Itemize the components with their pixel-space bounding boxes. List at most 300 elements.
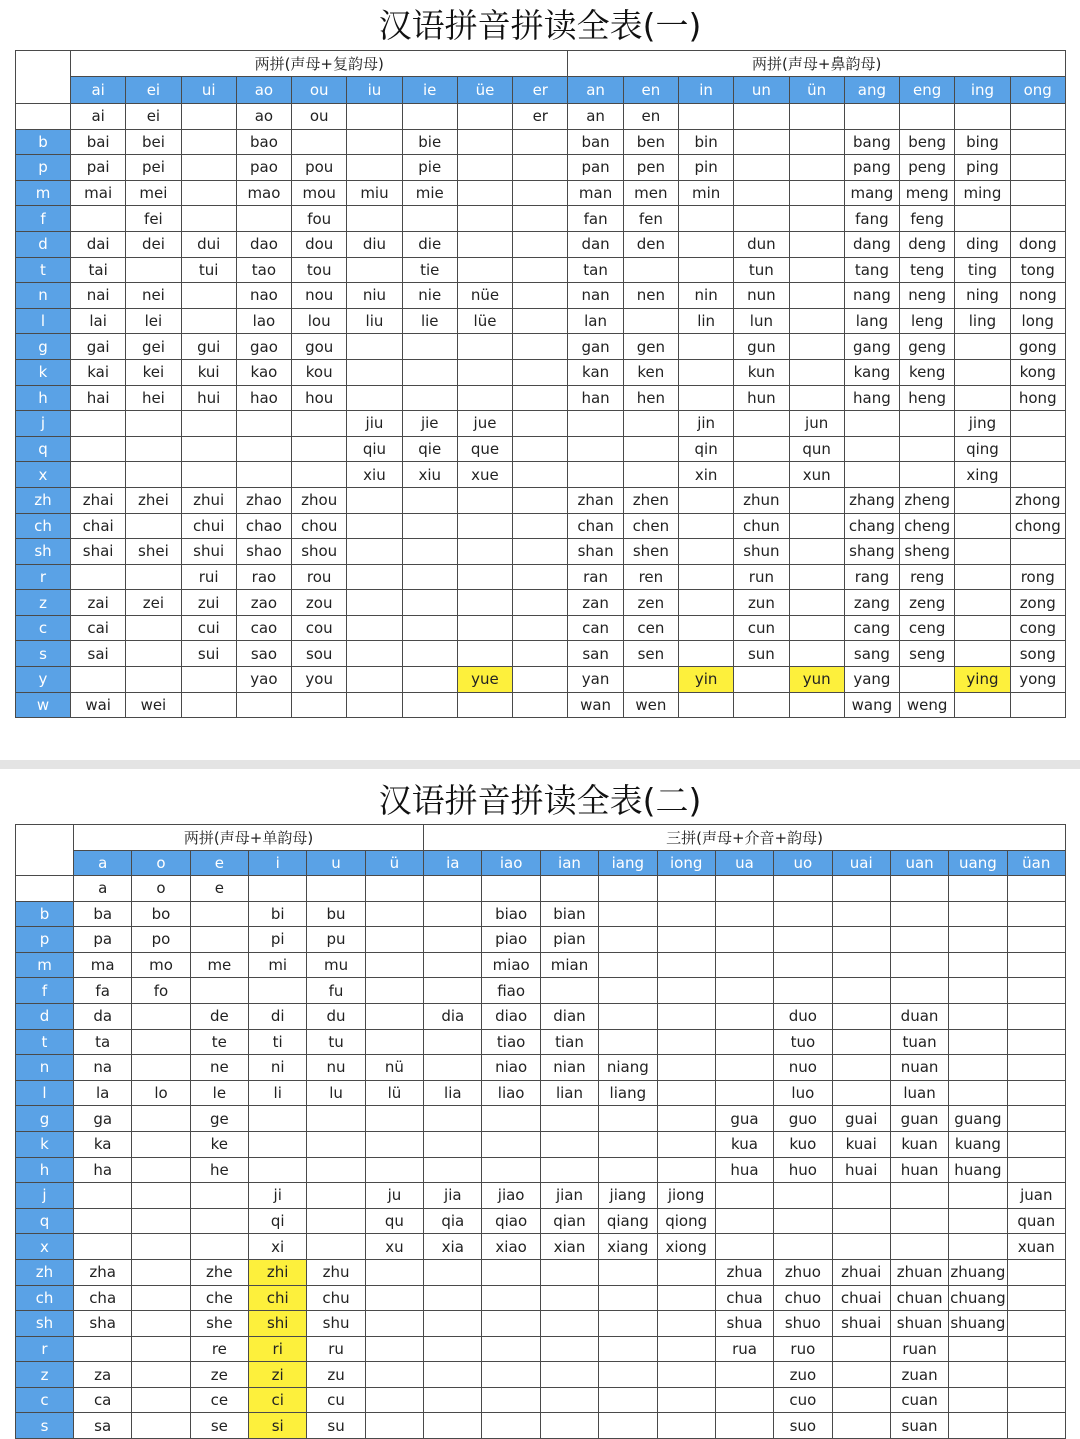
syllable-cell bbox=[347, 667, 402, 693]
syllable-cell bbox=[734, 206, 789, 232]
syllable-cell: sang bbox=[844, 641, 899, 667]
syllable-cell: seng bbox=[900, 641, 955, 667]
syllable-cell bbox=[126, 564, 181, 590]
initial-cell: zh bbox=[16, 1259, 74, 1285]
syllable-cell bbox=[365, 1157, 423, 1183]
syllable-cell bbox=[1007, 1362, 1065, 1388]
syllable-cell bbox=[715, 1029, 773, 1055]
syllable-cell bbox=[513, 334, 568, 360]
syllable-cell bbox=[424, 1311, 482, 1337]
syllable-cell: ting bbox=[955, 257, 1010, 283]
syllable-cell: kai bbox=[71, 359, 126, 385]
syllable-cell: biao bbox=[482, 901, 540, 927]
syllable-cell: leng bbox=[900, 308, 955, 334]
syllable-cell bbox=[132, 1003, 190, 1029]
syllable-cell bbox=[190, 1183, 248, 1209]
final-header: i bbox=[249, 851, 307, 876]
syllable-cell bbox=[678, 231, 733, 257]
syllable-cell: cang bbox=[844, 615, 899, 641]
syllable-cell bbox=[789, 641, 844, 667]
syllable-cell: zhui bbox=[181, 487, 236, 513]
syllable-cell bbox=[949, 1080, 1007, 1106]
syllable-cell bbox=[832, 1208, 890, 1234]
syllable-cell bbox=[949, 876, 1007, 902]
syllable-cell: neng bbox=[900, 283, 955, 309]
syllable-cell: huang bbox=[949, 1157, 1007, 1183]
syllable-cell bbox=[949, 1183, 1007, 1209]
final-header: iong bbox=[657, 851, 715, 876]
table-row bbox=[16, 462, 1066, 488]
syllable-cell: pang bbox=[844, 155, 899, 181]
initial-cell: y bbox=[16, 667, 71, 693]
syllable-cell bbox=[890, 1183, 948, 1209]
syllable-cell: qiong bbox=[657, 1208, 715, 1234]
syllable-cell bbox=[789, 590, 844, 616]
syllable-cell bbox=[513, 180, 568, 206]
syllable-cell bbox=[890, 1208, 948, 1234]
syllable-cell bbox=[513, 462, 568, 488]
syllable-cell bbox=[657, 927, 715, 953]
syllable-cell: cong bbox=[1010, 615, 1065, 641]
syllable-cell bbox=[74, 1234, 132, 1260]
table-row bbox=[16, 206, 1066, 232]
syllable-cell bbox=[181, 129, 236, 155]
syllable-cell bbox=[132, 1311, 190, 1337]
syllable-cell bbox=[424, 1387, 482, 1413]
syllable-cell bbox=[365, 952, 423, 978]
table-row bbox=[16, 641, 1066, 667]
syllable-cell bbox=[774, 927, 832, 953]
syllable-cell bbox=[540, 1362, 598, 1388]
syllable-cell: zhao bbox=[236, 487, 291, 513]
syllable-cell: guang bbox=[949, 1106, 1007, 1132]
syllable-cell: jin bbox=[678, 411, 733, 437]
syllable-cell: tou bbox=[292, 257, 347, 283]
syllable-cell: shai bbox=[71, 539, 126, 565]
syllable-cell: kao bbox=[236, 359, 291, 385]
final-header: ou bbox=[292, 77, 347, 104]
syllable-cell bbox=[190, 978, 248, 1004]
syllable-cell: lian bbox=[540, 1080, 598, 1106]
syllable-cell bbox=[623, 411, 678, 437]
syllable-cell: ken bbox=[623, 359, 678, 385]
table-row bbox=[16, 564, 1066, 590]
syllable-cell bbox=[949, 927, 1007, 953]
corner-cell bbox=[16, 825, 74, 876]
syllable-cell bbox=[126, 257, 181, 283]
syllable-cell bbox=[623, 257, 678, 283]
syllable-cell bbox=[482, 1285, 540, 1311]
syllable-cell bbox=[949, 1362, 1007, 1388]
table-row bbox=[16, 1003, 1066, 1029]
syllable-cell: cai bbox=[71, 615, 126, 641]
syllable-cell bbox=[832, 1003, 890, 1029]
syllable-cell: ruo bbox=[774, 1336, 832, 1362]
syllable-cell bbox=[513, 564, 568, 590]
syllable-cell bbox=[457, 564, 512, 590]
syllable-cell bbox=[132, 1285, 190, 1311]
syllable-cell bbox=[236, 462, 291, 488]
syllable-cell: liu bbox=[347, 308, 402, 334]
syllable-cell: sa bbox=[74, 1413, 132, 1439]
syllable-cell: cuan bbox=[890, 1387, 948, 1413]
syllable-cell: shua bbox=[715, 1311, 773, 1337]
initial-cell: t bbox=[16, 257, 71, 283]
syllable-cell bbox=[789, 692, 844, 718]
initial-cell: c bbox=[16, 615, 71, 641]
syllable-cell bbox=[623, 308, 678, 334]
syllable-cell bbox=[734, 129, 789, 155]
syllable-cell bbox=[513, 155, 568, 181]
final-header: uo bbox=[774, 851, 832, 876]
syllable-cell bbox=[599, 1157, 657, 1183]
syllable-cell: xia bbox=[424, 1234, 482, 1260]
table-row bbox=[16, 590, 1066, 616]
syllable-cell bbox=[949, 952, 1007, 978]
syllable-cell bbox=[132, 1336, 190, 1362]
syllable-cell bbox=[623, 462, 678, 488]
syllable-cell: nei bbox=[126, 283, 181, 309]
syllable-cell: ren bbox=[623, 564, 678, 590]
syllable-cell bbox=[1007, 1003, 1065, 1029]
syllable-cell bbox=[657, 901, 715, 927]
syllable-cell: hai bbox=[71, 385, 126, 411]
syllable-cell: tian bbox=[540, 1029, 598, 1055]
syllable-cell: zai bbox=[71, 590, 126, 616]
syllable-cell bbox=[513, 308, 568, 334]
syllable-cell: fan bbox=[568, 206, 623, 232]
syllable-cell bbox=[832, 901, 890, 927]
syllable-cell: shu bbox=[307, 1311, 365, 1337]
syllable-cell: zha bbox=[74, 1259, 132, 1285]
syllable-cell bbox=[844, 462, 899, 488]
syllable-cell bbox=[424, 1055, 482, 1081]
syllable-cell bbox=[599, 927, 657, 953]
initial-cell: z bbox=[16, 1362, 74, 1388]
syllable-cell bbox=[657, 876, 715, 902]
initial-cell: f bbox=[16, 978, 74, 1004]
syllable-cell bbox=[715, 1183, 773, 1209]
syllable-cell bbox=[678, 564, 733, 590]
syllable-cell: guai bbox=[832, 1106, 890, 1132]
syllable-cell: zhang bbox=[844, 487, 899, 513]
table-row bbox=[16, 1413, 1066, 1439]
syllable-cell bbox=[599, 1336, 657, 1362]
final-header: üe bbox=[457, 77, 512, 104]
syllable-cell bbox=[71, 462, 126, 488]
syllable-cell: dao bbox=[236, 231, 291, 257]
syllable-cell bbox=[774, 1208, 832, 1234]
syllable-cell bbox=[657, 1131, 715, 1157]
syllable-cell: shei bbox=[126, 539, 181, 565]
syllable-cell: cha bbox=[74, 1285, 132, 1311]
syllable-cell bbox=[955, 539, 1010, 565]
syllable-cell bbox=[1007, 1106, 1065, 1132]
syllable-cell: dui bbox=[181, 231, 236, 257]
table-row bbox=[16, 1336, 1066, 1362]
syllable-cell bbox=[307, 876, 365, 902]
syllable-cell bbox=[482, 1157, 540, 1183]
syllable-cell: lao bbox=[236, 308, 291, 334]
syllable-cell bbox=[347, 385, 402, 411]
final-header: uang bbox=[949, 851, 1007, 876]
syllable-cell: gang bbox=[844, 334, 899, 360]
syllable-cell: shuang bbox=[949, 1311, 1007, 1337]
syllable-cell bbox=[890, 901, 948, 927]
syllable-cell bbox=[955, 359, 1010, 385]
syllable-cell: ha bbox=[74, 1157, 132, 1183]
syllable-cell bbox=[365, 1285, 423, 1311]
syllable-cell bbox=[181, 206, 236, 232]
syllable-cell bbox=[1010, 129, 1065, 155]
syllable-cell bbox=[678, 334, 733, 360]
syllable-cell: kou bbox=[292, 359, 347, 385]
syllable-cell: re bbox=[190, 1336, 248, 1362]
syllable-cell bbox=[1007, 1055, 1065, 1081]
syllable-cell: lei bbox=[126, 308, 181, 334]
syllable-cell bbox=[402, 667, 457, 693]
syllable-cell: song bbox=[1010, 641, 1065, 667]
syllable-cell: chui bbox=[181, 513, 236, 539]
syllable-cell: min bbox=[678, 180, 733, 206]
syllable-cell bbox=[457, 257, 512, 283]
syllable-cell: kei bbox=[126, 359, 181, 385]
syllable-cell: jue bbox=[457, 411, 512, 437]
syllable-cell bbox=[74, 1336, 132, 1362]
syllable-cell bbox=[307, 1234, 365, 1260]
syllable-cell: nie bbox=[402, 283, 457, 309]
syllable-cell: tai bbox=[71, 257, 126, 283]
final-header: a bbox=[74, 851, 132, 876]
syllable-cell bbox=[599, 1259, 657, 1285]
syllable-cell: yue bbox=[457, 667, 512, 693]
syllable-cell: zun bbox=[734, 590, 789, 616]
syllable-cell: xiu bbox=[402, 462, 457, 488]
syllable-cell: tu bbox=[307, 1029, 365, 1055]
syllable-cell: niu bbox=[347, 283, 402, 309]
syllable-cell bbox=[1010, 692, 1065, 718]
syllable-cell bbox=[424, 927, 482, 953]
syllable-cell: ping bbox=[955, 155, 1010, 181]
syllable-cell bbox=[657, 1336, 715, 1362]
syllable-cell bbox=[774, 1234, 832, 1260]
syllable-cell bbox=[365, 1106, 423, 1132]
syllable-cell: mou bbox=[292, 180, 347, 206]
syllable-cell bbox=[832, 1234, 890, 1260]
table-row bbox=[16, 155, 1066, 181]
initial-cell: j bbox=[16, 1183, 74, 1209]
final-header: o bbox=[132, 851, 190, 876]
syllable-cell bbox=[657, 1311, 715, 1337]
syllable-cell bbox=[832, 927, 890, 953]
syllable-cell: he bbox=[190, 1157, 248, 1183]
syllable-cell: zang bbox=[844, 590, 899, 616]
syllable-cell: gan bbox=[568, 334, 623, 360]
initial-cell: zh bbox=[16, 487, 71, 513]
syllable-cell: qian bbox=[540, 1208, 598, 1234]
syllable-cell: feng bbox=[900, 206, 955, 232]
table-row bbox=[16, 1106, 1066, 1132]
initial-cell: j bbox=[16, 411, 71, 437]
table-row bbox=[16, 308, 1066, 334]
syllable-cell: zhi bbox=[249, 1259, 307, 1285]
syllable-cell: sao bbox=[236, 641, 291, 667]
syllable-cell bbox=[292, 411, 347, 437]
syllable-cell bbox=[955, 590, 1010, 616]
syllable-cell bbox=[424, 952, 482, 978]
syllable-cell bbox=[365, 1131, 423, 1157]
syllable-cell bbox=[734, 180, 789, 206]
syllable-cell: zuan bbox=[890, 1362, 948, 1388]
initial-cell: s bbox=[16, 1413, 74, 1439]
syllable-cell bbox=[132, 1055, 190, 1081]
syllable-cell: a bbox=[74, 876, 132, 902]
syllable-cell bbox=[132, 1362, 190, 1388]
syllable-cell: chua bbox=[715, 1285, 773, 1311]
syllable-cell: qing bbox=[955, 436, 1010, 462]
syllable-cell: xin bbox=[678, 462, 733, 488]
syllable-cell bbox=[715, 901, 773, 927]
syllable-cell: suo bbox=[774, 1413, 832, 1439]
syllable-cell bbox=[365, 978, 423, 1004]
syllable-cell bbox=[1007, 1259, 1065, 1285]
syllable-cell bbox=[181, 155, 236, 181]
syllable-cell: ri bbox=[249, 1336, 307, 1362]
syllable-cell: kui bbox=[181, 359, 236, 385]
syllable-cell: zhun bbox=[734, 487, 789, 513]
syllable-cell bbox=[132, 1387, 190, 1413]
syllable-cell: luo bbox=[774, 1080, 832, 1106]
syllable-cell: cun bbox=[734, 615, 789, 641]
corner-cell bbox=[16, 51, 71, 104]
initial-cell: sh bbox=[16, 539, 71, 565]
syllable-cell: keng bbox=[900, 359, 955, 385]
syllable-cell: xiu bbox=[347, 462, 402, 488]
syllable-cell: dan bbox=[568, 231, 623, 257]
syllable-cell: lun bbox=[734, 308, 789, 334]
syllable-cell: dun bbox=[734, 231, 789, 257]
syllable-cell: hui bbox=[181, 385, 236, 411]
syllable-cell: huan bbox=[890, 1157, 948, 1183]
syllable-cell bbox=[678, 385, 733, 411]
syllable-cell bbox=[568, 436, 623, 462]
initial-cell: s bbox=[16, 641, 71, 667]
syllable-cell bbox=[181, 462, 236, 488]
initial-cell: b bbox=[16, 129, 71, 155]
syllable-cell: pin bbox=[678, 155, 733, 181]
syllable-cell: qiu bbox=[347, 436, 402, 462]
syllable-cell: mei bbox=[126, 180, 181, 206]
syllable-cell bbox=[347, 513, 402, 539]
syllable-cell: ke bbox=[190, 1131, 248, 1157]
syllable-cell: qiao bbox=[482, 1208, 540, 1234]
syllable-cell bbox=[457, 104, 512, 130]
final-header: e bbox=[190, 851, 248, 876]
syllable-cell: qi bbox=[249, 1208, 307, 1234]
syllable-cell bbox=[132, 1029, 190, 1055]
syllable-cell: shan bbox=[568, 539, 623, 565]
table-row bbox=[16, 385, 1066, 411]
syllable-cell bbox=[657, 1003, 715, 1029]
initial-cell bbox=[16, 876, 74, 902]
syllable-cell: pa bbox=[74, 927, 132, 953]
initial-cell: k bbox=[16, 1131, 74, 1157]
syllable-cell: zhuan bbox=[890, 1259, 948, 1285]
table-row bbox=[16, 1157, 1066, 1183]
syllable-cell: ka bbox=[74, 1131, 132, 1157]
syllable-cell: tan bbox=[568, 257, 623, 283]
syllable-cell bbox=[789, 231, 844, 257]
syllable-cell bbox=[774, 952, 832, 978]
syllable-cell bbox=[249, 978, 307, 1004]
syllable-cell: sheng bbox=[900, 539, 955, 565]
table-row bbox=[16, 513, 1066, 539]
final-header: en bbox=[623, 77, 678, 104]
final-header: iu bbox=[347, 77, 402, 104]
syllable-cell bbox=[955, 615, 1010, 641]
syllable-cell bbox=[599, 1106, 657, 1132]
syllable-cell bbox=[126, 462, 181, 488]
syllable-cell: pou bbox=[292, 155, 347, 181]
table-row bbox=[16, 283, 1066, 309]
syllable-cell: li bbox=[249, 1080, 307, 1106]
syllable-cell: rui bbox=[181, 564, 236, 590]
syllable-cell: ru bbox=[307, 1336, 365, 1362]
syllable-cell: nai bbox=[71, 283, 126, 309]
syllable-cell bbox=[540, 1387, 598, 1413]
syllable-cell bbox=[1007, 952, 1065, 978]
syllable-cell: chang bbox=[844, 513, 899, 539]
syllable-cell bbox=[71, 206, 126, 232]
syllable-cell bbox=[774, 901, 832, 927]
syllable-cell bbox=[890, 952, 948, 978]
syllable-cell bbox=[71, 436, 126, 462]
section-divider bbox=[0, 760, 1080, 769]
initial-cell: x bbox=[16, 462, 71, 488]
initial-cell: h bbox=[16, 385, 71, 411]
syllable-cell: fa bbox=[74, 978, 132, 1004]
table-row bbox=[16, 411, 1066, 437]
syllable-cell: shui bbox=[181, 539, 236, 565]
syllable-cell bbox=[949, 1336, 1007, 1362]
syllable-cell: lang bbox=[844, 308, 899, 334]
syllable-cell: nun bbox=[734, 283, 789, 309]
final-header: ei bbox=[126, 77, 181, 104]
syllable-cell bbox=[249, 876, 307, 902]
syllable-cell: can bbox=[568, 615, 623, 641]
syllable-cell: dou bbox=[292, 231, 347, 257]
initial-cell: ch bbox=[16, 1285, 74, 1311]
syllable-cell: cou bbox=[292, 615, 347, 641]
syllable-cell bbox=[890, 978, 948, 1004]
syllable-cell bbox=[832, 1055, 890, 1081]
syllable-cell bbox=[789, 206, 844, 232]
syllable-cell: bo bbox=[132, 901, 190, 927]
syllable-cell bbox=[365, 1311, 423, 1337]
syllable-cell: chong bbox=[1010, 513, 1065, 539]
table-row bbox=[16, 1362, 1066, 1388]
syllable-cell bbox=[1007, 927, 1065, 953]
final-header: iang bbox=[599, 851, 657, 876]
final-header: in bbox=[678, 77, 733, 104]
syllable-cell bbox=[832, 1336, 890, 1362]
syllable-cell: wei bbox=[126, 692, 181, 718]
syllable-cell bbox=[307, 1106, 365, 1132]
syllable-cell: hun bbox=[734, 385, 789, 411]
syllable-cell bbox=[678, 487, 733, 513]
syllable-cell bbox=[236, 692, 291, 718]
initial-cell: q bbox=[16, 1208, 74, 1234]
